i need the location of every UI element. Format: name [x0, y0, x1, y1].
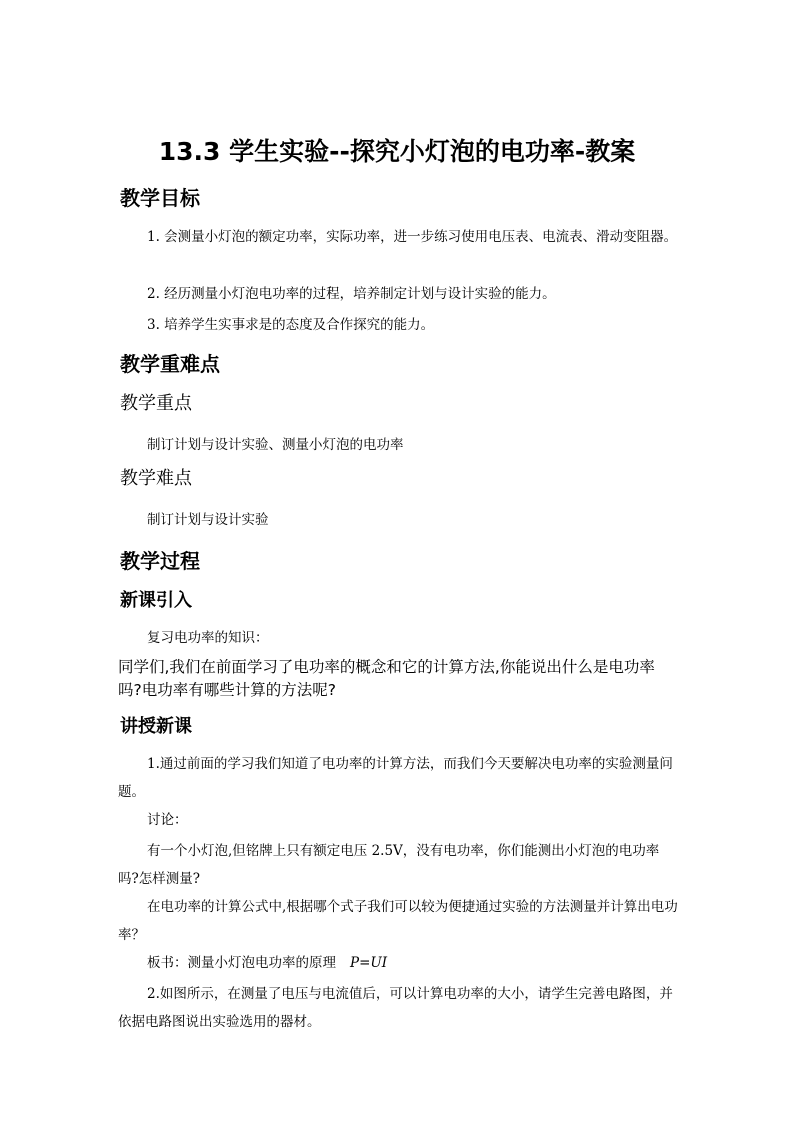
difficulty-text: 制订计划与设计实验	[147, 512, 269, 528]
heading-new-lesson: 讲授新课	[120, 716, 192, 737]
board-note	[118, 949, 678, 977]
heading-key-points: 教学重难点	[120, 352, 220, 376]
objective-item-3: 3. 培养学生实事求是的态度及合作探究的能力。	[147, 317, 435, 333]
heading-intro: 新课引入	[120, 590, 192, 611]
heading-difficulty: 教学难点	[120, 468, 192, 489]
board-text: 板书：测量小灯泡电功率的原理	[147, 955, 336, 971]
intro-review: 复习电功率的知识：	[147, 630, 269, 646]
heading-process: 教学过程	[120, 549, 200, 573]
lesson-paragraph-2: 有一个小灯泡,但铭牌上只有额定电压 2.5V，没有电功率，你们能测出小灯泡的电功率吗?怎样测量?	[118, 843, 660, 887]
board-formula: P=UI	[350, 955, 388, 971]
objective-item-1: 1. 会测量小灯泡的额定功率，实际功率，进一步练习使用电压表、电流表、滑动变阻器。	[147, 229, 678, 245]
intro-question: 同学们,我们在前面学习了电功率的概念和它的计算方法,你能说出什么是电功率吗?电功率有哪些计算的方法呢?	[118, 658, 655, 699]
heading-focus: 教学重点	[120, 393, 192, 414]
lesson-paragraph-3: 在电功率的计算公式中,根据哪个式子我们可以较为便捷通过实验的方法测量并计算出电功率？	[118, 899, 678, 943]
lesson-paragraph-1: 1.通过前面的学习我们知道了电功率的计算方法，而我们今天要解决电功率的实验测量问题。	[118, 756, 673, 800]
lesson-discuss: 讨论：	[147, 812, 188, 828]
lesson-paragraph-4: 2.如图所示，在测量了电压与电流值后，可以计算电功率的大小，请学生完善电路图，并依据电路图说出实验选用的器材。	[118, 986, 673, 1030]
page-title: 13.3 学生实验--探究小灯泡的电功率-教案	[158, 137, 636, 166]
heading-objectives: 教学目标	[120, 186, 200, 210]
objective-item-2: 2. 经历测量小灯泡电功率的过程，培养制定计划与设计实验的能力。	[147, 286, 556, 302]
focus-text: 制订计划与设计实验、测量小灯泡的电功率	[147, 437, 404, 453]
